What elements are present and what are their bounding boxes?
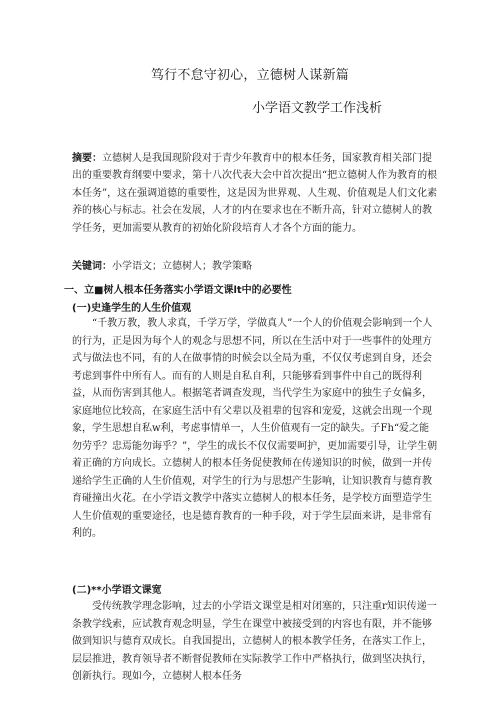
- section-heading: 一、立■树人根本任务落实小学语文课lt中的必要性: [64, 285, 292, 296]
- body-paragraph-1: “千教万教，教人求真，千学万学，学做真人”一个人的价值观会影响到一个人的行为，正是因为每个人的观念与思想不同，所以在生活中对于一些事件的处理方式与做法也不同，有的人在做事情的时候会以全局为重，不仅仅考虑到自身，还会考虑到事件中所有人。而有的人则是自私自利，只能够看到事件中自己的既得利益，从而伤害到其他人。根据笔者调查发现，当代学生为家庭中的独生子女偏多，家庭地位比较高，在家庭生活中有父辈以及祖辈的包容和宠爱，这就会出现一个现象，学生思想自私w利，考虑事情单一，人生价值观有一定的缺失。子Fh“爱之能勿劳乎？忠焉能勿诲乎？”，学生的成长不仅仅需要呵护，更加需要引导，让学生朝着正确的方向成长。立德树人的根本任务促使教师在传递知识的时候，做到一并传递给学生正确的人生价值观，对学生的行为与思想产生影响，让知识教育与德育教育碰撞出火花。在小学语文教学中落实立德树人的根本任务，是学校方面塑造学生人生价值观的重要途径，也是德育教育的一种手段，对于学生层面来讲，是非常有利的。: [72, 318, 438, 539]
- abstract-text: 立德树人是我国现阶段对于青少年教育中的根本任务，国家教育相关部门提出的重要教育纲要中要求，第十八次代表大会中首次提出“把立德树人作为教育的根本任务”，这在强调道德的重要性，这是因为世界观、人生观、价值观是人们文化素养的核心与标志。社会在发展，人才的内在要求也在不断升高，针对立德树人的教学任务，更加需要从教育的初始化阶段培育人才各个方面的能力。: [72, 153, 438, 234]
- keywords-text: 小学语文；立德树人；教学策略: [112, 261, 252, 272]
- document-subtitle: 小学语文教学工作浅析: [252, 101, 383, 116]
- body-paragraph-2: 受传统教学理念影响，过去的小学语文课堂是相对闭塞的，只注重r知识传递一条教学线索，应试教育观念明显，学生在课堂中被接受到的内容也有限，并不能够做到知识与德育双成长。自我国提出，立德树人的根本教学任务，在落实工作上，层层推进，教育领导者不断督促教师在实际教学工作中严格执行，做到坚决执行，创新执行。现如今，立德树人根本任务: [72, 601, 437, 682]
- abstract-paragraph: [72, 150, 438, 237]
- keywords-label: 关键词：: [72, 261, 112, 272]
- keywords-line: [72, 259, 438, 275]
- abstract-label: 摘要：: [72, 153, 102, 164]
- subsection-heading-1: (一)史逢学生的人生价值观: [72, 303, 192, 314]
- subsection-heading-2: (二)**小学语文课宽: [72, 585, 162, 596]
- document-title: 笃行不怠守初心，立德树人谋新篇: [150, 68, 349, 83]
